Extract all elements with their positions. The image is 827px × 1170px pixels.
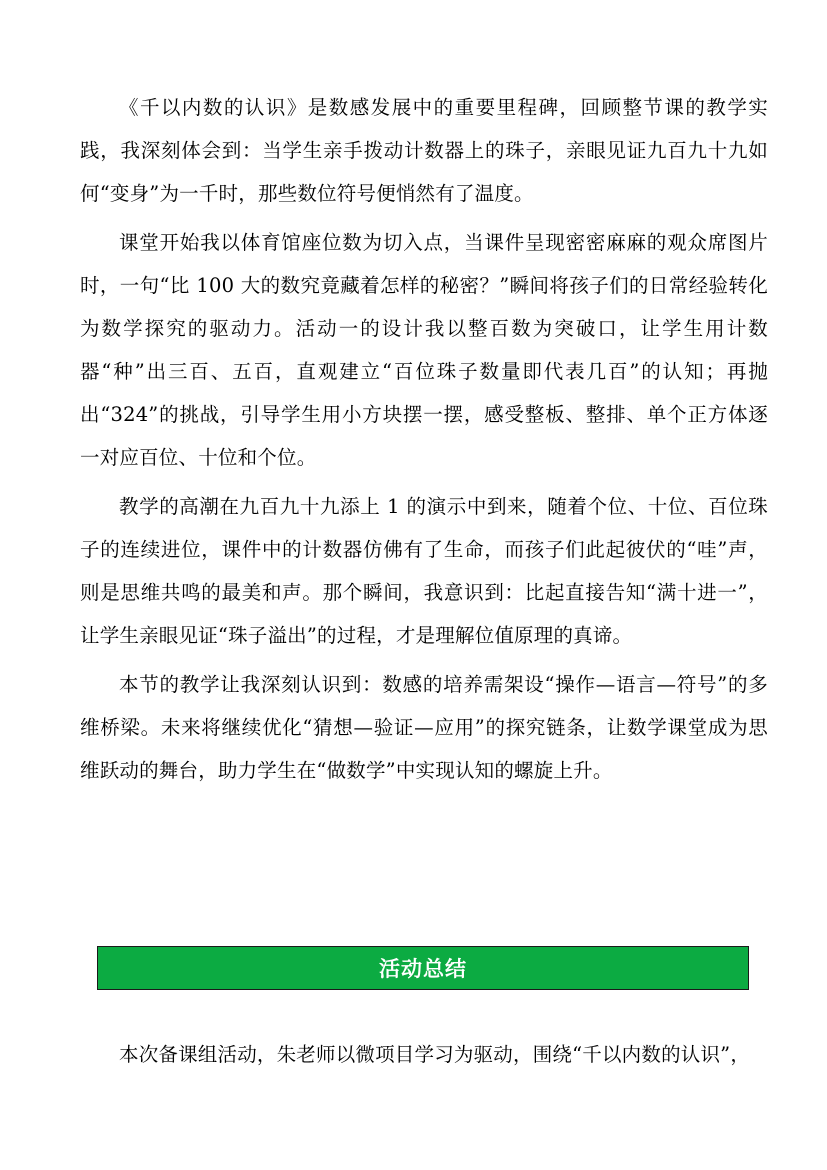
paragraph-lesson-climax: 教学的高潮在九百九十九添上 1 的演示中到来，随着个位、十位、百位珠子的连续进位，课件中的计数器仿佛有了生命，而孩子们此起彼伏的“哇”声，则是思维共鸣的最美和声。那个瞬间，我意识到：比起直接告知“满十进一”，让学生亲眼见证“珠子溢出”的过程，才是理解位值原理的真谛。 xyxy=(80,495,768,647)
section-header-bar xyxy=(97,946,749,990)
reflection-text xyxy=(80,86,768,798)
section-title: 活动总结 xyxy=(379,957,467,981)
paragraph-conclusion: 本节的教学让我深刻认识到：数感的培养需架设“操作—语言—符号”的多维桥梁。未来将继续优化“猜想—验证—应用”的探究链条，让数学课堂成为思维跃动的舞台，助力学生在“做数学”中实现认知的螺旋上升。 xyxy=(80,673,768,782)
paragraph-intro: 《千以内数的认识》是数感发展中的重要里程碑，回顾整节课的教学实践，我深刻体会到：当学生亲手拨动计数器上的珠子，亲眼见证九百九十九如何“变身”为一千时，那些数位符号便悄然有了温度。 xyxy=(80,96,768,205)
paragraph-lesson-opening: 课堂开始我以体育馆座位数为切入点，当课件呈现密密麻麻的观众席图片时，一句“比 100 大的数究竟藏着怎样的秘密？”瞬间将孩子们的日常经验转化为数学探究的驱动力。活动一的设计我以整百数为突破口，让学生用计数器“种”出三百、五百，直观建立“百位珠子数量即代表几百”的认知；再抛出“324”的挑战，引导学生用小方块摆一摆，感受整板、整排、单个正方体逐一对应百位、十位和个位。 xyxy=(80,231,768,469)
summary-paragraph: 本次备课组活动，朱老师以微项目学习为驱动，围绕“千以内数的认识”， xyxy=(119,1043,751,1066)
